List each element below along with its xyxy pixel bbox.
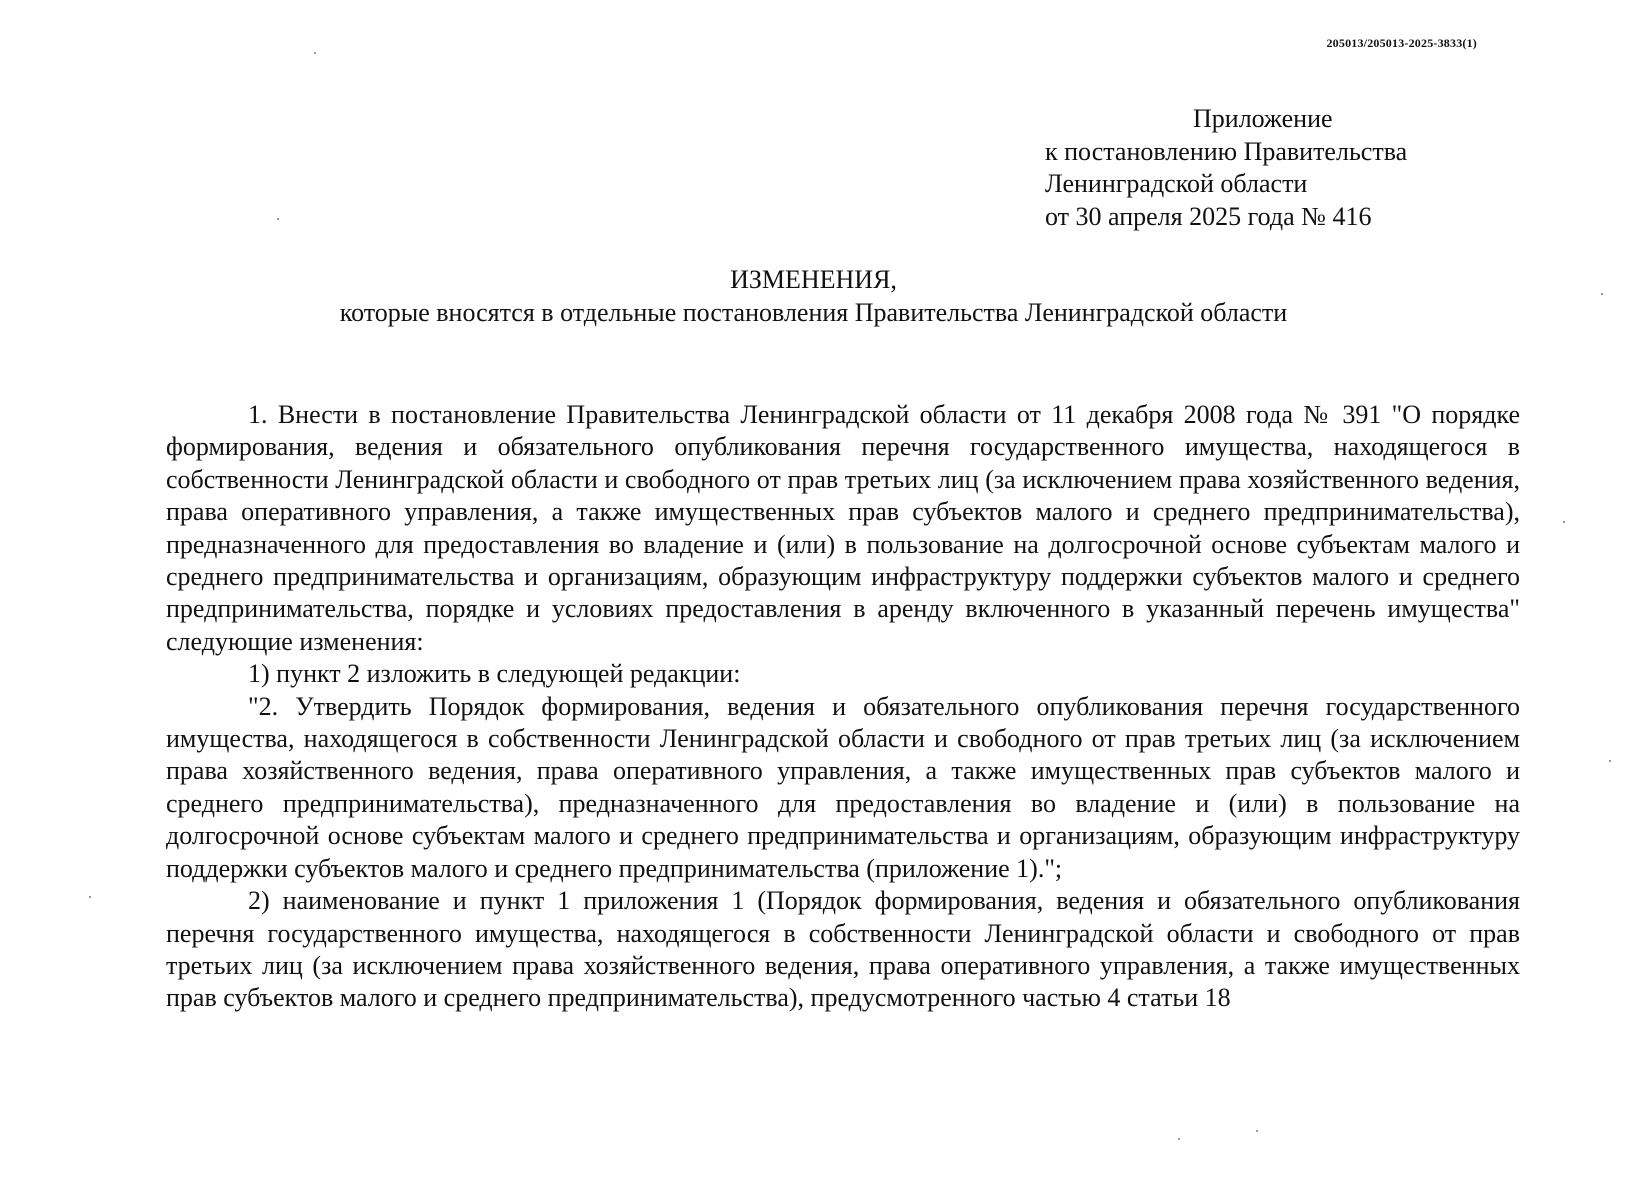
scan-speck	[1609, 760, 1611, 762]
appendix-line-resolution: к постановлению Правительства	[1045, 136, 1408, 166]
scan-speck	[1601, 293, 1603, 295]
registration-number: 205013/205013-2025-3833(1)	[1326, 36, 1477, 50]
scan-speck	[1178, 1138, 1180, 1140]
document-heading	[0, 263, 1627, 329]
paragraph-quoted-point-2: "2. Утвердить Порядок формирования, ведения и обязательного опубликования перечня государственного имущества, находящегося в собственности Ленинградской области и свободного от прав третьих лиц (за исключением права хозяйственного ведения, права оперативного управления, а также имущественных прав субъектов малого и среднего предпринимательства), предназначенного для предоставления во владение и (или) в пользование на долгосрочной основе субъектам малого и среднего предпринимательства и организациям, образующим инфраструктуру поддержки субъектов малого и среднего предпринимательства (приложение 1).";	[166, 691, 1520, 883]
scan-speck	[277, 218, 279, 220]
scan-speck	[1563, 521, 1565, 523]
appendix-line-region: Ленинградской области	[1045, 169, 1308, 198]
document-subtitle: которые вносятся в отдельные постановления Правительства Ленинградской области	[339, 298, 1288, 327]
scan-speck	[89, 896, 91, 898]
paragraph-subitem-1: 1) пункт 2 изложить в следующей редакции:	[248, 659, 741, 689]
scan-speck	[314, 52, 316, 54]
appendix-block	[1045, 103, 1407, 233]
scan-speck	[1256, 1130, 1258, 1132]
document-title: ИЗМЕНЕНИЯ,	[730, 265, 897, 294]
paragraph-subitem-2: 2) наименование и пункт 1 приложения 1 (Порядок формирования, ведения и обязательного опубликования перечня государственного имущества, находящегося в собственности Ленинградской области и свободного от прав третьих лиц (за исключением права хозяйственного ведения, права оперативного управления, а также имущественных прав субъектов малого и среднего предпринимательства), предусмотренного частью 4 статьи 18	[166, 886, 1520, 1013]
appendix-line-date-number: от 30 апреля 2025 года № 416	[1045, 201, 1372, 231]
paragraph-item-1: 1. Внести в постановление Правительства Ленинградской области от 11 декабря 2008 года № 391 "О порядке формирования, ведения и обязательного опубликования перечня государственного имущества, находящегося в собственности Ленинградской области и свободного от прав третьих лиц (за исключением права хозяйственного ведения, права оперативного управления, а также имущественных прав субъектов малого и среднего предпринимательства), предназначенного для предоставления во владение и (или) в пользование на долгосрочной основе субъектам малого и среднего предпринимательства и организациям, образующим инфраструктуру поддержки субъектов малого и среднего предпринимательства, порядке и условиях предоставления в аренду включенного в указанный перечень имущества" следующие изменения:	[166, 400, 1520, 656]
document-body	[166, 399, 1520, 1015]
appendix-line-title: Приложение	[1193, 104, 1333, 133]
